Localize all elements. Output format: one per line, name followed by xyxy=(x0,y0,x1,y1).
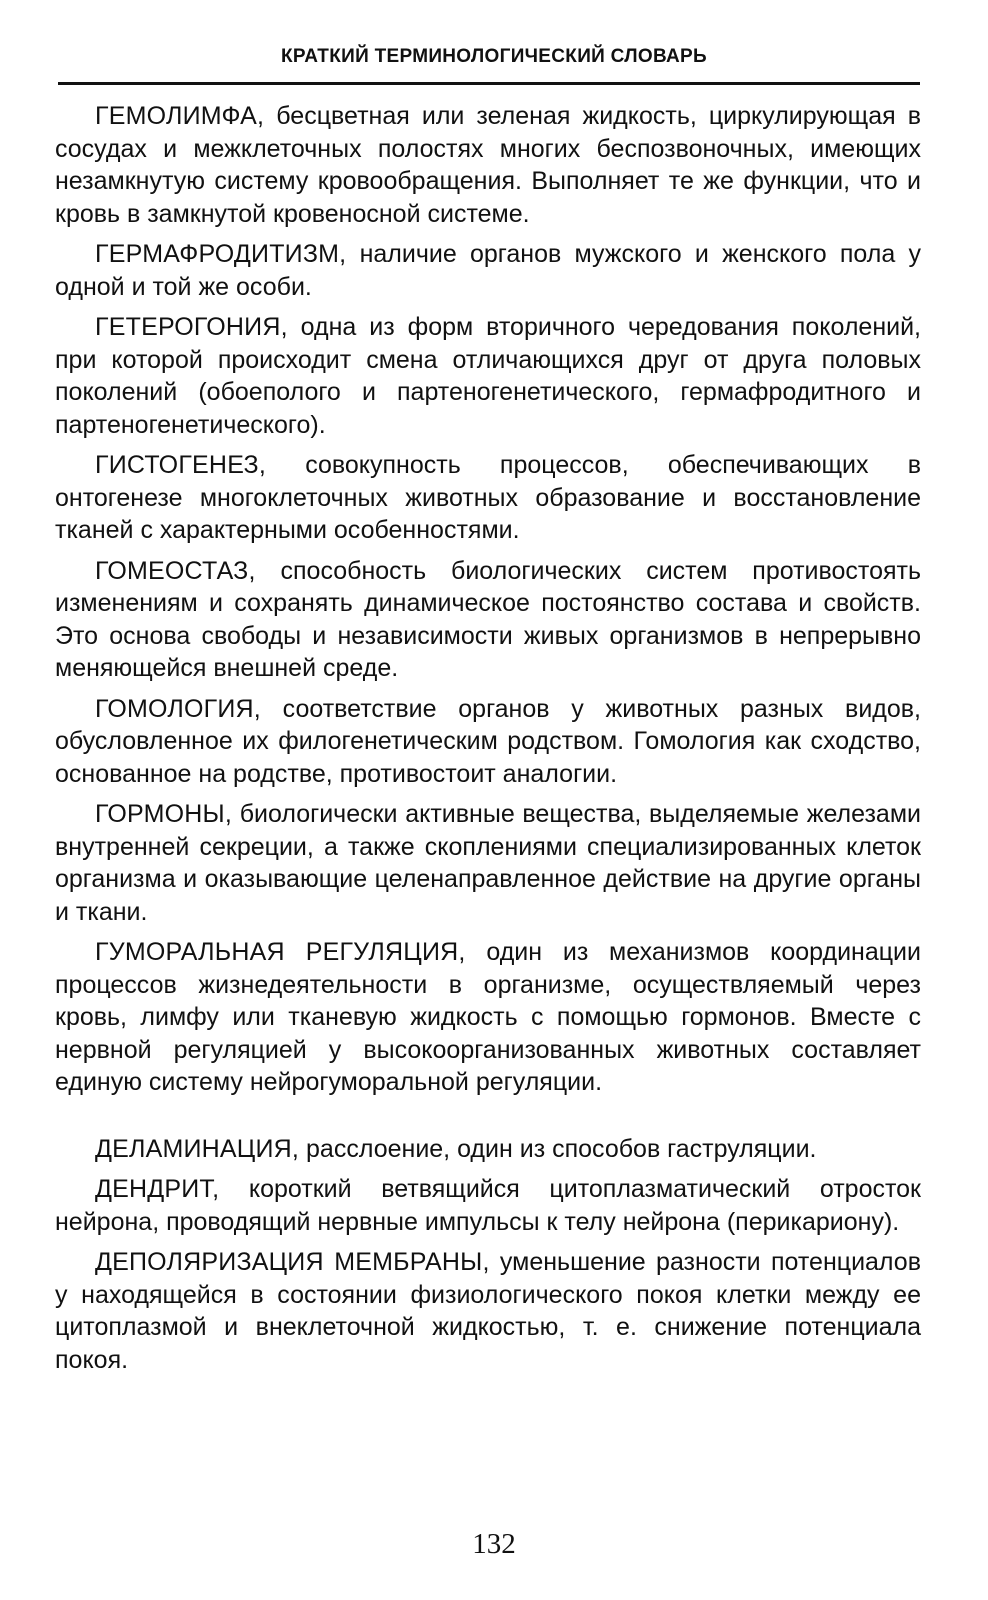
entry-term: ГИСТОГЕНЕЗ, xyxy=(95,451,266,479)
running-title: КРАТКИЙ ТЕРМИНОЛОГИЧЕСКИЙ СЛОВАРЬ xyxy=(281,46,707,67)
entry-definition: способность биологических систем противостоять изменениям и сохранять динамическое постоянство состава и свойств. Это основа свободы и независимости живых организмов в непрерывно меняющейся внешней среде. xyxy=(55,556,921,682)
entry-definition: короткий ветвящийся цитоплазматический отросток нейрона, проводящий нервные импульсы к телу нейрона (перикариону). xyxy=(55,1175,921,1236)
entry-hermaphroditism xyxy=(55,238,921,303)
entry-definition: одна из форм вторичного чередования поколений, при которой происходит смена отличающихся друг от друга половых поколений (обоеполого и партеногенетического, гермафродитного и партеногенетического). xyxy=(55,313,921,439)
entry-definition: бесцветная или зеленая жидкость, циркулирующая в сосудах и межклеточных полостях многих беспозвоночных, имеющих незамкнутую систему кровообращения. Выполняет те же функции, что и кровь в замкнутой кровеносной системе. xyxy=(55,102,921,228)
entry-term: ГОМЕОСТАЗ, xyxy=(95,556,256,585)
dictionary-text xyxy=(55,100,921,1384)
entry-term: ГЕРМАФРОДИТИЗМ, xyxy=(95,240,347,268)
entry-term: ГЕМОЛИМФА, xyxy=(95,102,265,130)
entry-definition: уменьшение разности потенциалов у находящейся в состоянии физиологического покоя клетки между ее цитоплазмой и внеклеточной жидкостью, т. е. снижение потенциала покоя. xyxy=(55,1248,921,1374)
entry-term: ДЕПОЛЯРИЗАЦИЯ МЕМБРАНЫ, xyxy=(95,1248,490,1276)
entry-term: ДЕНДРИТ, xyxy=(95,1175,220,1203)
entry-definition: совокупность процессов, обеспечивающих в онтогенезе многоклеточных животных образование и восстановление тканей с характерными особенностями. xyxy=(55,451,921,544)
entry-term: ГОРМОНЫ, xyxy=(95,800,232,828)
entry-hemolymph xyxy=(55,100,921,230)
entry-definition: биологически активные вещества, выделяемые железами внутренней секреции, а также скоплениями специализированных клеток организма и оказывающие целенаправленное действие на другие органы и ткани. xyxy=(55,800,921,926)
entry-term: ДЕЛАМИНАЦИЯ, xyxy=(95,1134,300,1163)
entry-definition: один из механизмов координации процессов жизнедеятельности в организме, осуществляемый через кровь, лимфу или тканевую жидкость с помощью гормонов. Вместе с нервной регуляцией у высокоорганизованных животных составляет единую систему нейрогуморальной регуляции. xyxy=(55,938,921,1096)
entry-definition: расслоение, один из способов гаструляции. xyxy=(299,1134,817,1163)
entry-humoral-regulation xyxy=(55,936,921,1099)
entry-dendrite xyxy=(55,1173,921,1238)
entry-homology xyxy=(55,693,921,791)
entry-hormones xyxy=(55,798,921,928)
entry-membrane-depolarization xyxy=(55,1246,921,1376)
entry-term: ГУМОРАЛЬНАЯ РЕГУЛЯЦИЯ, xyxy=(95,938,466,966)
page-number: 132 xyxy=(472,1528,516,1560)
entry-homeostasis xyxy=(55,555,921,685)
header-rule xyxy=(58,82,920,85)
entry-definition: соответствие органов у животных разных видов, обусловленное их филогенетическим родством. Гомология как сходство, основанное на родстве, противостоит аналогии. xyxy=(55,694,921,788)
entry-heterogony xyxy=(55,311,921,441)
entry-term: ГОМОЛОГИЯ, xyxy=(95,694,261,723)
entry-definition: наличие органов мужского и женского пола у одной и той же особи. xyxy=(55,240,921,301)
letter-section-gap xyxy=(55,1107,921,1133)
entry-term: ГЕТЕРОГОНИЯ, xyxy=(95,313,288,341)
entry-histogenesis xyxy=(55,449,921,547)
entry-delamination xyxy=(55,1133,921,1166)
